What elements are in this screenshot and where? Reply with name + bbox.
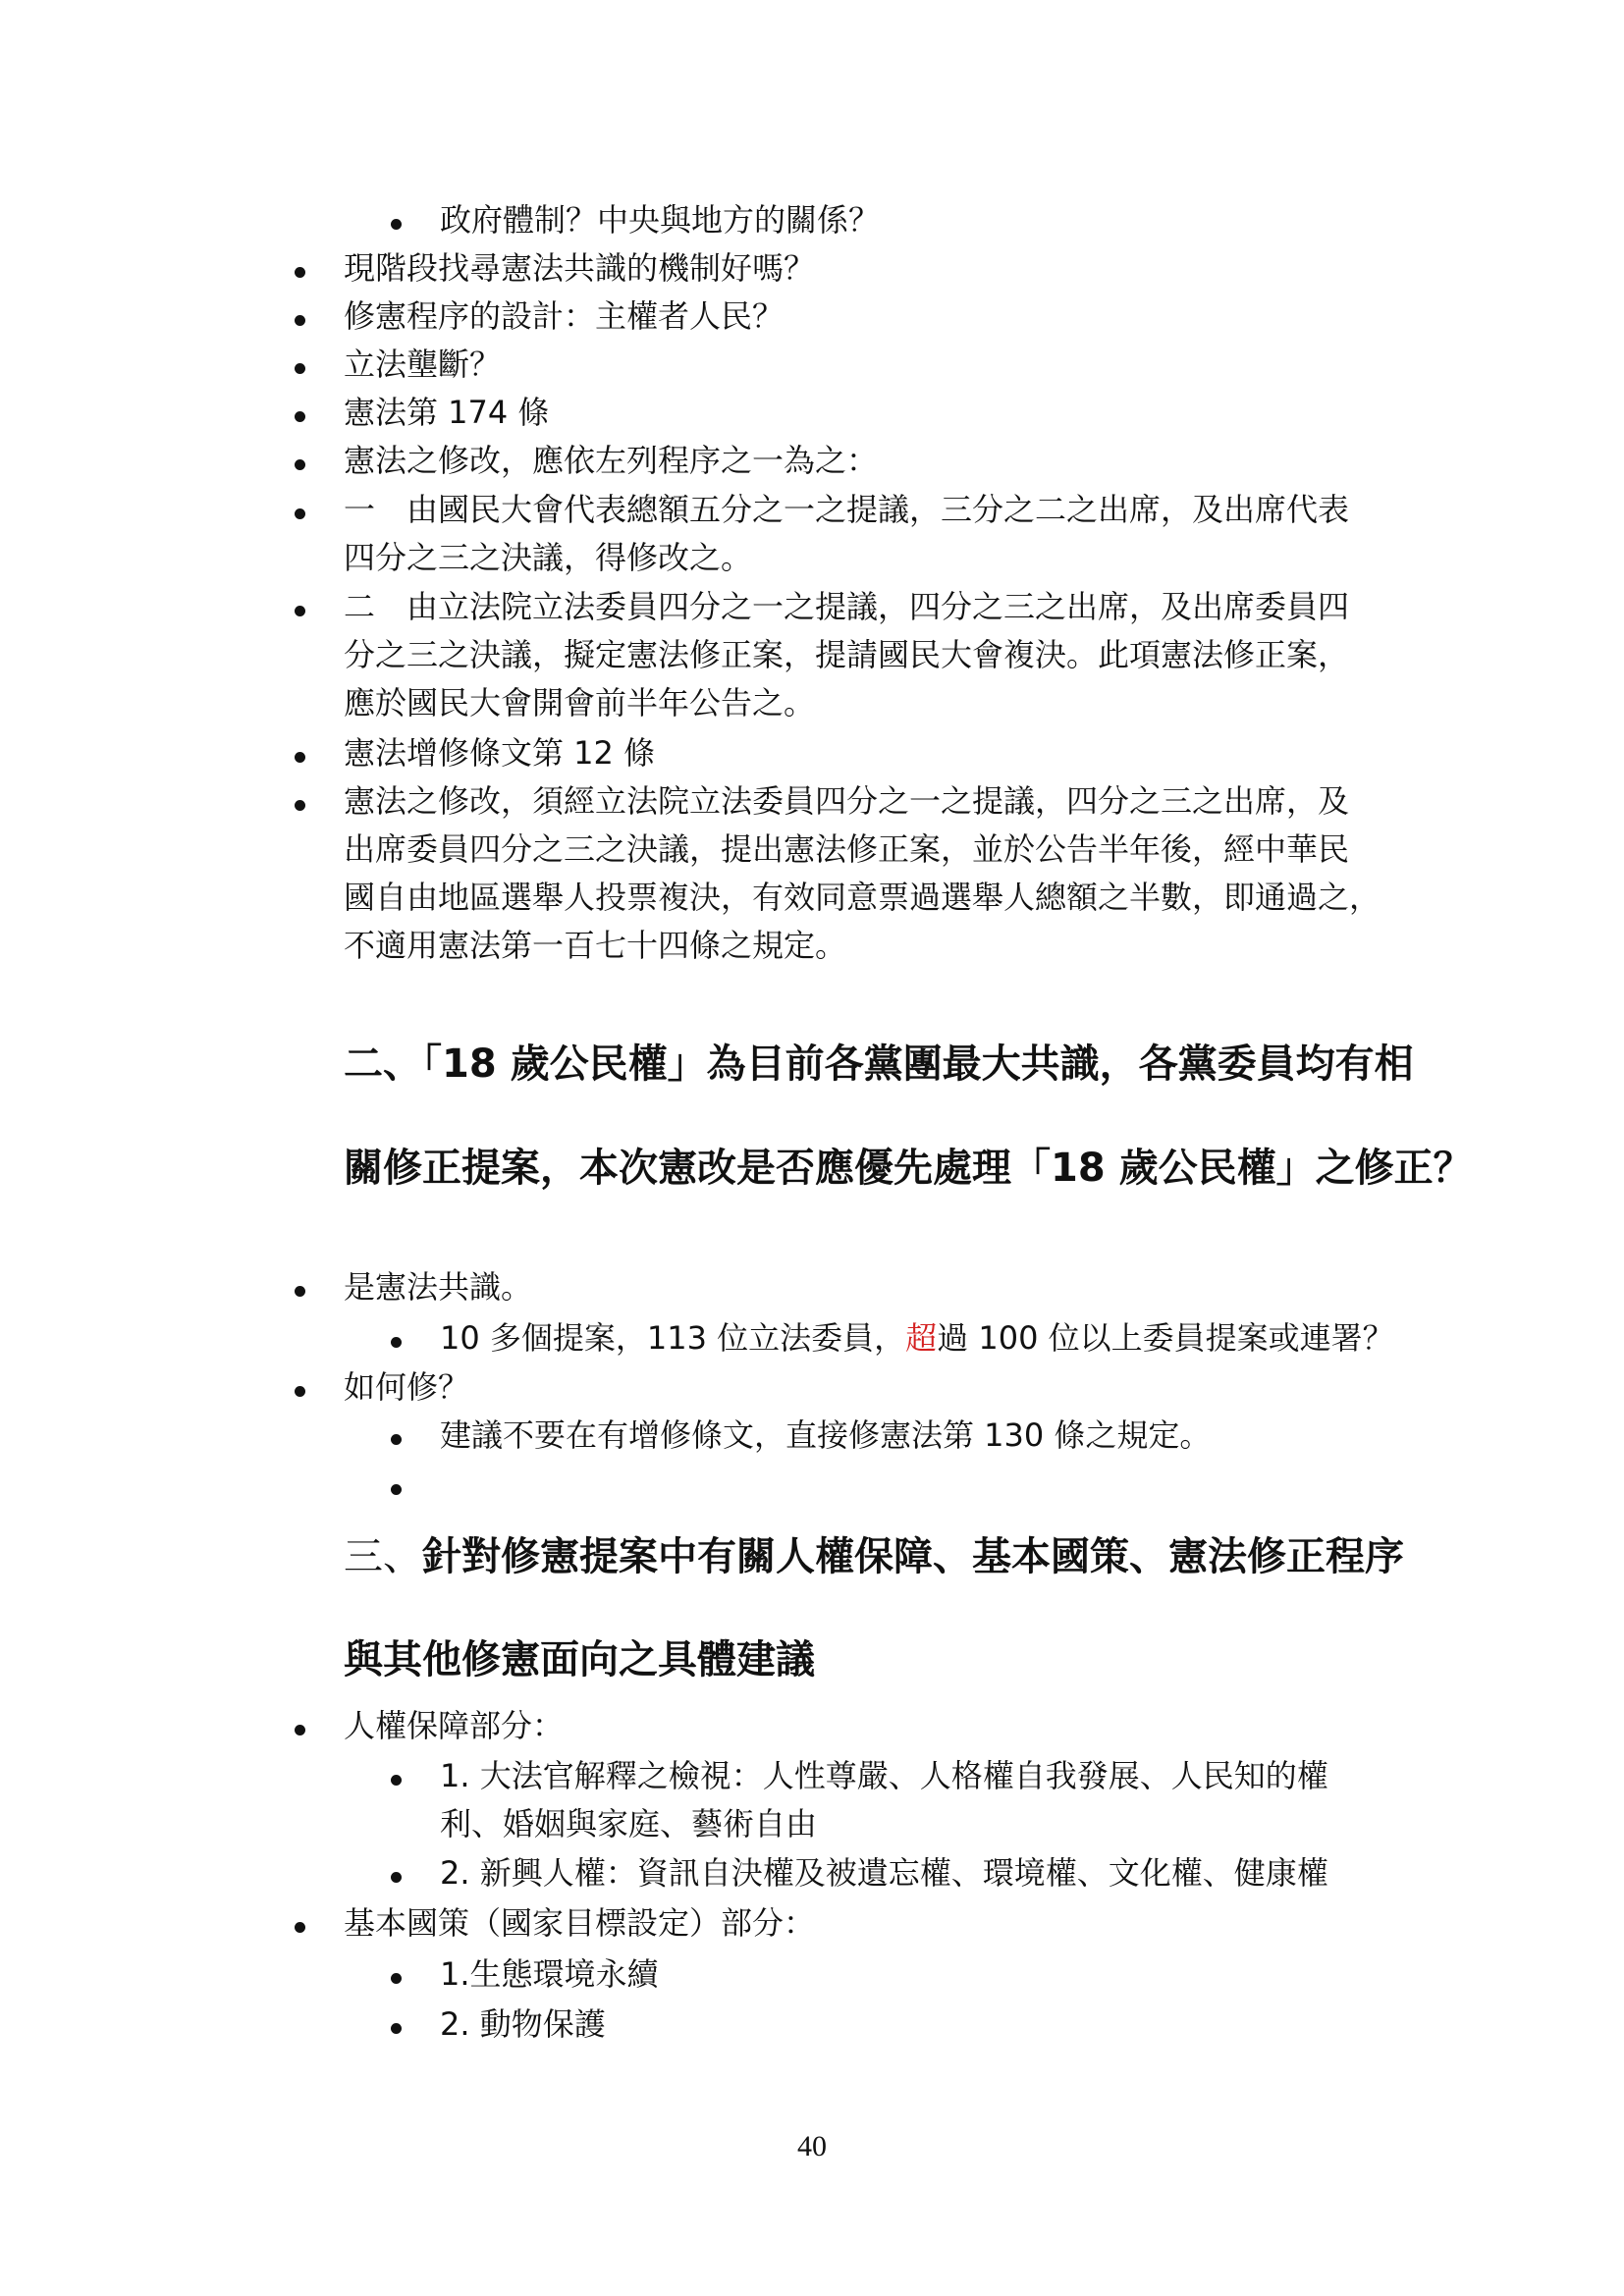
list-item-text: 現階段找尋憲法共識的機制好嗎？ (344, 249, 816, 287)
bullet-icon (295, 363, 305, 374)
list-item-text (440, 1314, 1394, 1362)
text-run: 10 多個提案，113 位立法委員， (440, 1319, 906, 1357)
bullet-icon (295, 411, 305, 422)
section-heading: 與其他修憲面向之具體建議 (344, 1637, 815, 1682)
bullet-icon (295, 1386, 305, 1397)
list-item-text: 基本國策（國家目標設定）部分： (344, 1904, 816, 1942)
bullet-icon (295, 1922, 305, 1933)
bullet-icon (295, 606, 305, 616)
bullet-icon (391, 1775, 402, 1786)
list-item-text: 應於國民大會開會前半年公告之。 (344, 684, 816, 721)
list-item-text: 四分之三之決議，得修改之。 (344, 539, 753, 576)
section-heading: 二、「18 歲公民權」為目前各黨團最大共識，各黨委員均有相 (344, 1041, 1414, 1087)
list-item-text: 如何修？ (344, 1368, 470, 1406)
bullet-icon (391, 219, 402, 230)
list-item-text: 不適用憲法第一百七十四條之規定。 (344, 927, 847, 964)
bullet-icon (295, 1725, 305, 1735)
list-item-text: 人權保障部分： (344, 1707, 565, 1744)
bullet-icon (295, 800, 305, 811)
section-heading: 關修正提案，本次憲改是否應優先處理「18 歲公民權」之修正？ (344, 1146, 1473, 1191)
highlighted-text: 超 (905, 1319, 938, 1357)
list-item-text: 利、婚姻與家庭、藝術自由 (440, 1805, 818, 1842)
page-number: 40 (797, 2130, 827, 2163)
list-item-text: 憲法第 174 條 (344, 394, 550, 431)
list-item-text: 出席委員四分之三之決議，提出憲法修正案，並於公告半年後，經中華民 (344, 830, 1350, 868)
bullet-icon (391, 2023, 402, 2034)
list-item-text: 憲法增修條文第 12 條 (344, 734, 656, 772)
list-item-text: 二 由立法院立法委員四分之一之提議，四分之三之出席，及出席委員四 (344, 588, 1350, 625)
bullet-icon (391, 1973, 402, 1984)
list-item-text: 國自由地區選舉人投票複決，有效同意票過選舉人總額之半數，即通過之， (344, 879, 1381, 916)
text-run: 過 100 位以上委員提案或連署？ (937, 1319, 1394, 1357)
bullet-icon (295, 267, 305, 278)
list-item-text: 政府體制？中央與地方的關係？ (440, 201, 881, 239)
bullet-icon (295, 1286, 305, 1297)
list-item-text: 1.生態環境永續 (440, 1955, 659, 1993)
bullet-icon (391, 1337, 402, 1348)
list-item-text: 憲法之修改，須經立法院立法委員四分之一之提議，四分之三之出席，及 (344, 782, 1350, 820)
list-item-text: 憲法之修改，應依左列程序之一為之： (344, 442, 879, 479)
section-heading (344, 1531, 1404, 1582)
bullet-icon (391, 1484, 402, 1495)
list-item-text: 是憲法共識。 (344, 1268, 533, 1306)
heading-prefix: 三、 (344, 1534, 422, 1579)
list-item-text: 1. 大法官解釋之檢視：人性尊嚴、人格權自我發展、人民知的權 (440, 1757, 1328, 1794)
list-item-text: 修憲程序的設計：主權者人民？ (344, 297, 785, 335)
bullet-icon (391, 1872, 402, 1883)
list-item-text: 立法壟斷？ (344, 346, 502, 383)
heading-text: 針對修憲提案中有關人權保障、基本國策、憲法修正程序 (422, 1534, 1404, 1579)
list-item-text: 一 由國民大會代表總額五分之一之提議，三分之二之出席，及出席代表 (344, 491, 1350, 528)
list-item-text: 2. 動物保護 (440, 2005, 606, 2043)
bullet-icon (295, 315, 305, 326)
bullet-icon (295, 752, 305, 763)
list-item-text: 2. 新興人權：資訊自決權及被遺忘權、環境權、文化權、健康權 (440, 1854, 1328, 1892)
list-item-text: 建議不要在有增修條文，直接修憲法第 130 條之規定。 (440, 1416, 1212, 1454)
list-item-text: 分之三之決議，擬定憲法修正案，提請國民大會複決。此項憲法修正案， (344, 636, 1350, 673)
bullet-icon (295, 508, 305, 519)
bullet-icon (391, 1434, 402, 1445)
bullet-icon (295, 459, 305, 470)
